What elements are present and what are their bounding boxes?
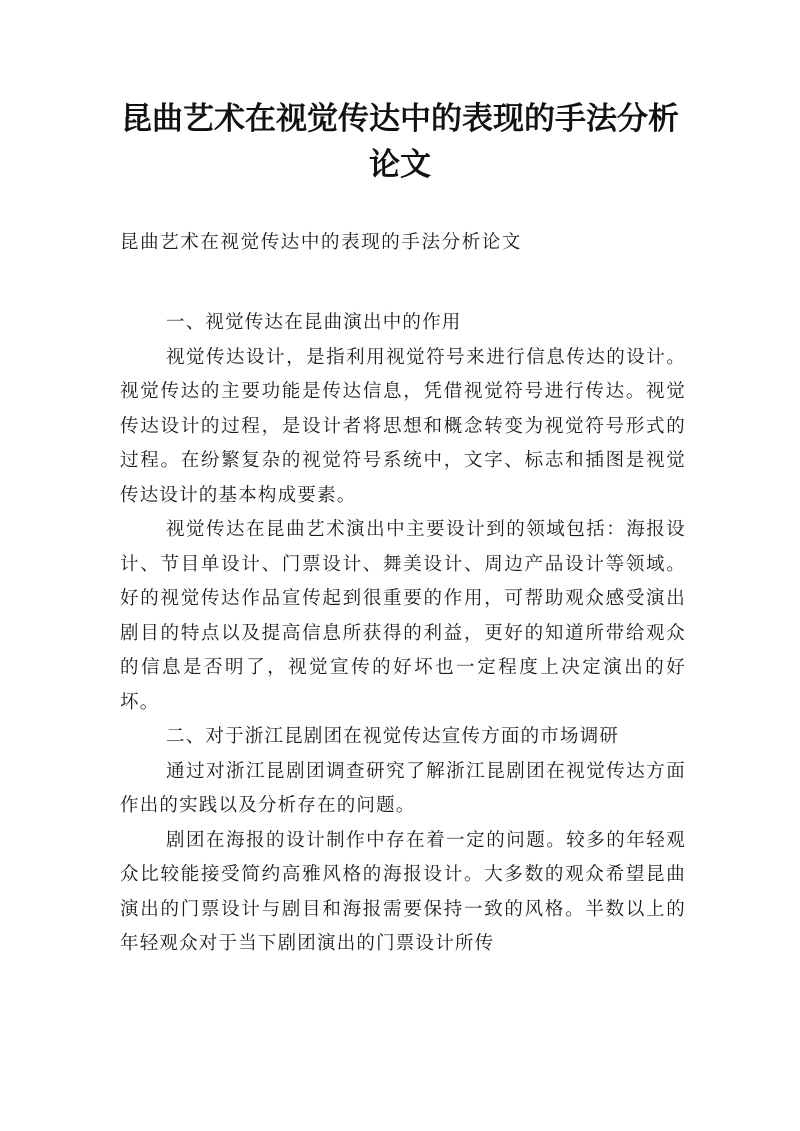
document-title: 昆曲艺术在视觉传达中的表现的手法分析论文 xyxy=(121,101,679,183)
document-body xyxy=(120,306,686,962)
section-heading-2: 二、对于浙江昆剧团在视觉传达宣传方面的市场调研 xyxy=(166,726,620,747)
document-subtitle: 昆曲艺术在视觉传达中的表现的手法分析论文 xyxy=(120,232,523,253)
paragraph: 剧团在海报的设计制作中存在着一定的问题。较多的年轻观众比较能接受简约高雅风格的海报设计。大多数的观众希望昆曲演出的门票设计与剧目和海报需要保持一致的风格。半数以上的年轻观众对于当下剧团演出的门票设计所传 xyxy=(120,829,686,954)
paragraph: 视觉传达设计，是指利用视觉符号来进行信息传达的设计。视觉传达的主要功能是传达信息，凭借视觉符号进行传达。视觉传达设计的过程，是设计者将思想和概念转变为视觉符号形式的过程。在纷繁复杂的视觉符号系统中，文字、标志和插图是视觉传达设计的基本构成要素。 xyxy=(120,346,686,506)
section-heading-1: 一、视觉传达在昆曲演出中的作用 xyxy=(166,312,462,333)
paragraph: 通过对浙江昆剧团调查研究了解浙江昆剧团在视觉传达方面作出的实践以及分析存在的问题。 xyxy=(120,760,686,816)
paragraph: 视觉传达在昆曲艺术演出中主要设计到的领域包括：海报设计、节目单设计、门票设计、舞美设计、周边产品设计等领域。好的视觉传达作品宣传起到很重要的作用，可帮助观众感受演出剧目的特点以及提高信息所获得的利益，更好的知道所带给观众的信息是否明了，视觉宣传的好坏也一定程度上决定演出的好坏。 xyxy=(120,519,686,713)
